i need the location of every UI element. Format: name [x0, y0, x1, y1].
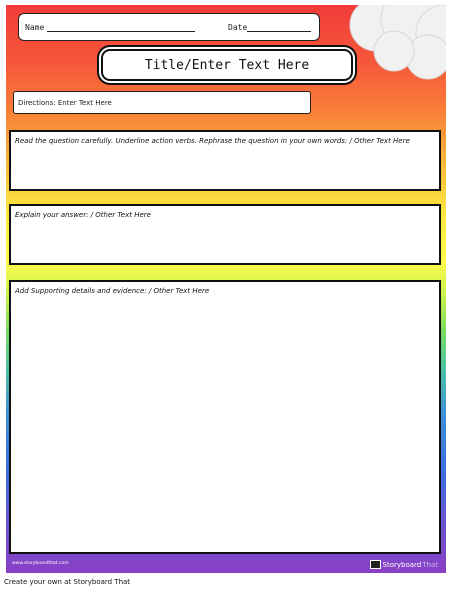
name-date-bar — [18, 13, 320, 41]
caption: Create your own at Storyboard That — [4, 578, 131, 586]
evidence-box[interactable]: Add Supporting details and evidence: / Other Text Here — [9, 280, 441, 554]
footer-url: www.storyboardthat.com — [12, 561, 69, 566]
explain-box[interactable]: Explain your answer: / Other Text Here — [9, 204, 441, 265]
directions-box[interactable]: Directions: Enter Text Here — [13, 91, 311, 114]
question-box[interactable]: Read the question carefully. Underline action verbs. Rephrase the question in your own words: / Other Text Here — [9, 130, 441, 191]
logo-icon — [370, 560, 381, 569]
worksheet — [6, 5, 446, 573]
date-line[interactable] — [247, 31, 311, 32]
logo-text: Storyboard — [382, 560, 422, 569]
name-line[interactable] — [47, 31, 195, 32]
date-label: Date — [228, 23, 248, 32]
logo-text-accent: That — [422, 560, 438, 569]
page-title[interactable]: Title/Enter Text Here — [101, 49, 353, 81]
name-label: Name — [25, 23, 45, 32]
storyboardthat-logo — [370, 560, 438, 569]
